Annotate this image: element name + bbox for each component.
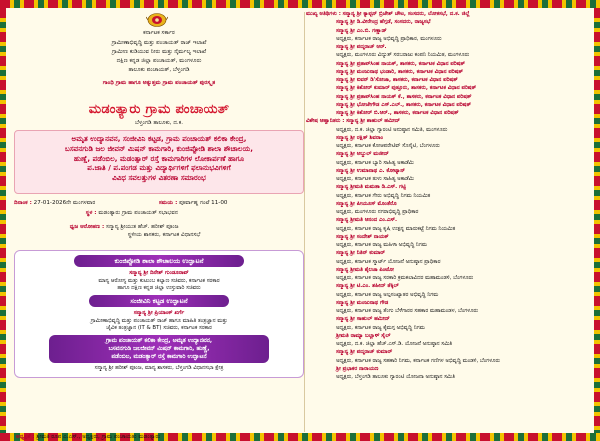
event-3-guest: ಸನ್ಮಾನ್ಯ ಶ್ರೀ ಹರೀಶ್ ಪೂಂಜ, ಮಾನ್ಯ ಶಾಸಕರು, ಬೆಳ್ತಂಗಡಿ ವಿಧಾನಸಭಾ ಕ್ಷೇತ್ರ [94, 365, 224, 371]
venue-value: ಮಡಂತ್ಯಾರು ಗ್ರಾಮ ಪಂಚಾಯತ್ ಸಭಾಭವನ [98, 210, 178, 216]
guest-line: ಸನ್ಮಾನ್ಯ ಶ್ರೀ ಮಂಜುನಾಥ ಗೌಡ [336, 299, 389, 306]
guest-role-line: ಅಧ್ಯಕ್ಷರು, ಕರ್ನಾಟಕ ಸ್ಮಾರ್ಟ್ ಯೋಜನೆ ಅನುಷ್ಠಾನ ಪ್ರಾಧಿಕಾರ [336, 258, 441, 265]
header-line-4: ದಕ್ಷಿಣ ಕನ್ನಡ ಜಿಲ್ಲಾ ಪಂಚಾಯತ್, ಮಂಗಳೂರು [116, 58, 202, 64]
guest-role-line: ಅಧ್ಯಕ್ಷರು, ಮಂಗಳೂರು ವಿದ್ಯುತ್ ಸರಬರಾಜು ಕಂಪನಿ ನಿಯಮಿತ, ಮಂಗಳೂರು [336, 52, 470, 59]
flag-row [14, 224, 179, 231]
guest-line: ಶ್ರೀ ಪ್ರಭಾಕರ ನಾರಾಯಣ [336, 365, 379, 372]
guest-line: ಸನ್ಮಾನ್ಯ ಶ್ರೀ ಪದ್ಮರಾಜ್ ಆರ್. [336, 44, 387, 50]
guest-role-line: ಅಧ್ಯಕ್ಷರು, ಕರ್ನಾಟಕ ರಾಜ್ಯ ಅಲ್ಪಸಂಖ್ಯಾತರ ಅಭಿವೃದ್ಧಿ ನಿಗಮ [336, 291, 439, 298]
guest-line: ಸನ್ಮಾನ್ಯ ಶ್ರೀ ಸಂದೇಶ್ ನಾಯಕ್ [336, 233, 389, 240]
flag-value: ಸನ್ಮಾನ್ಯ ಶ್ರೀಯುತ ಹೆಚ್. ಹರೀಶ್ ಪೂಂಜ [105, 224, 179, 230]
guest-role-line: ಅಧ್ಯಕ್ಷರು, ಕರ್ನಾಟಕ ರಾಜ್ಯ ಕೃಷಿ ಉತ್ಪನ್ನ ಮಾರುಕಟ್ಟೆ ನಿಗಮ ನಿಯಮಿತ [336, 225, 456, 232]
event-3-header-line: ಪಡೆಂಬಿಲ, ಮಡಂತ್ಯಾರ್ ರಸ್ತೆ ಕಾಮಗಾರಿ ಉದ್ಘಾಟನೆ [111, 354, 207, 360]
guest-line: ಸನ್ಮಾನ್ಯ ಶ್ರೀ ಪ್ರತಾಪ್‌ಸಿಂಹ ನಾಯಕ್, ಶಾಸಕರು, ಕರ್ನಾಟಕ ವಿಧಾನ ಪರಿಷತ್ [336, 60, 465, 67]
description-line: ವಿವಿಧ ಸವಲತ್ತುಗಳ ವಿತರಣಾ ಸಮಾರಂಭ [112, 173, 206, 183]
event-1-role-2: ಹಾಗೂ ದಕ್ಷಿಣ ಕನ್ನಡ ಜಿಲ್ಲಾ ಉಸ್ತುವಾರಿ ಸಚಿವರು [117, 285, 201, 291]
right-border [594, 8, 600, 433]
presidency-row [16, 434, 160, 441]
guest-line: ಸನ್ಮಾನ್ಯ ಶ್ರೀ ಭೋಜೇಗೌಡ ಎಸ್.ಎಲ್., ಶಾಸಕರು, ಕರ್ನಾಟಕ ವಿಧಾನ ಪರಿಷತ್ [336, 101, 471, 108]
guest-line: ಸನ್ಮಾನ್ಯ ಶ್ರೀ ಎಂ.ಬಿ. ಗಣ್ಣಾಡ್ [336, 27, 387, 34]
event-2-header: ಸಂಜೀವಿನಿ ಕಟ್ಟಡ ಉದ್ಘಾಟನೆ [89, 295, 229, 307]
guest-role-line: ಅಧ್ಯಕ್ಷರು, ಕರ್ನಾಟಕ ಗೇರು ಅಭಿವೃದ್ಧಿ ನಿಗಮ ನಿಯಮಿತ [336, 192, 431, 199]
header-award-line: ಗಾಂಧಿ ಗ್ರಾಮ ಹಾಗೂ ಅತ್ಯುತ್ತಮ ಗ್ರಾಮ ಪಂಚಾಯತ್ ಪುರಸ್ಕೃತ [102, 80, 216, 86]
venue-row [14, 210, 178, 217]
guests-column [306, 10, 592, 434]
guest-line: ಸನ್ಮಾನ್ಯ ಶ್ರೀ ಕಿಶೋರ್ ಕುಮಾರ್ ಪುತ್ತೂರು, ಶಾಸಕರು, ಕರ್ನಾಟಕ ವಿಧಾನ ಪರಿಷತ್ [336, 85, 477, 92]
guest-role-line: ಅಧ್ಯಕ್ಷರು, ಕರ್ನಾಟಕ ರಾಜ್ಯ ಸಹಕಾರಿ ನಿಗಮ, ಕರ್ನಾಟಕ ಗಣಿಗಳ ಅಭಿವೃದ್ಧಿ ಮಂಡಳಿ, ಬೆಂಗಳೂರು [336, 357, 501, 364]
venue-label: ಸ್ಥಳ : [85, 210, 97, 216]
event-1-header: ಕುಂಜಿಪ್ಪೋಡಿ ಶಾಲಾ ಶೌಚಾಲಯ ಉದ್ಘಾಟನೆ [74, 255, 244, 267]
guest-line: ಸನ್ಮಾನ್ಯ ಶ್ರೀ ಶಾಹುಲ್ ಹಮೀದ್ [346, 118, 400, 125]
guest-line: ಸನ್ಮಾನ್ಯ ಶ್ರೀಮತಿ ಆನಂದ ಎಂ.ಎಸ್. [336, 217, 398, 224]
header-line-3: ಗ್ರಾಮೀಣ ಕುಡಿಯುವ ನೀರು ಮತ್ತು ನೈರ್ಮಲ್ಯ ಇಲಾಖೆ [111, 49, 207, 55]
flag-role: ಸ್ಥಳೀಯ ಶಾಸಕರು, ಕರ್ನಾಟಕ ವಿಧಾನಸಭೆ [127, 232, 201, 238]
guest-role-line: ಅಧ್ಯಕ್ಷರು, ಕರ್ನಾಟಕ ರಾಜ್ಯ ಅಭಿವೃದ್ಧಿ ಪ್ರಾಧಿಕಾರ, ಮಂಗಳೂರು [336, 35, 442, 42]
description-line: ಹುಣ್ಣೆ, ಪಡೆಂಬಿಲ, ಮಡಂತ್ಯಾರ್ ರಸ್ತೆ ಕಾಮಗಾರಿಗಳ ಲೋಕಾರ್ಪಣೆ ಹಾಗೂ [73, 153, 245, 163]
event-3-header-line: ಬಸವನಗುಡಿ ಜಲಜೀವನ್ ಮಿಷನ್ ಕಾಮಗಾರಿ, ಹುಣ್ಣೆ, [108, 346, 210, 352]
guest-line: ಸನ್ಮಾನ್ಯ ಶ್ರೀ ನಿತಿನ್ ಕುಮಾರ್ [336, 250, 385, 257]
date-label: ದಿನಾಂಕ : [14, 200, 32, 206]
top-border [0, 0, 600, 8]
guest-role-line: ಅಧ್ಯಕ್ಷರು, ದ.ಕ. ಜಿಲ್ಲಾ ಹೆಚ್.ಎಸ್.ಡಿ. ಯೋಜನೆ ಅನುಷ್ಠಾನ ಸಮಿತಿ [336, 341, 453, 347]
guest-line: ಸನ್ಮಾನ್ಯ ಶ್ರೀ ಪೀಯೂಸ್ ಮೊಂತೆರೊ [336, 200, 397, 207]
special-invitees-label: ವಿಶೇಷ ಆಹ್ವಾನಿತರು : [306, 118, 345, 125]
guest-line: ಸನ್ಮಾನ್ಯ ಶ್ರೀ ಟಿ.ಎಂ. ಶಹೀದ್ ತೆಕ್ಕಿಲ್ [336, 283, 399, 290]
header-line-5: ತಾಲೂಕು ಪಂಚಾಯತ್, ಬೆಳ್ತಂಗಡಿ [128, 67, 190, 73]
guest-role-line: ಅಧ್ಯಕ್ಷರು, ಕರ್ನಾಟಕ ತುಳು ಸಾಹಿತ್ಯ ಅಕಾಡೆಮಿ [336, 176, 414, 182]
guest-line: ಸನ್ಮಾನ್ಯ ಶ್ರೀ ಪ್ರತಾಪ್‌ಸಿಂಹ ನಾಯಕ್ ಕೆ., ಶಾಸಕರು, ಕರ್ನಾಟಕ ವಿಧಾನ ಪರಿಷತ್ [336, 93, 472, 100]
event-2-role-2: ಜೈವಿಕ ತಂತ್ರಜ್ಞಾನ (IT & BT) ಸಚಿವರು, ಕರ್ನಾಟಕ ಸರಕಾರ [106, 325, 212, 331]
time-value: ಪೂರ್ವಾಹ್ನ ಗಂಟೆ 11-00 [179, 200, 228, 206]
chief-guests-heading [306, 10, 592, 18]
guest-role-line: ಅಧ್ಯಕ್ಷರು, ಕರ್ನಾಟಕ ರಾಜ್ಯ ತೆಂಗು ಬೆಳೆಗಾರರ ಸಹಕಾರ ಮಹಾಮಂಡಳ, ಬೆಂಗಳೂರು [336, 308, 479, 314]
taluk-subtitle: ಬೆಳ್ತಂಗಡಿ ತಾಲೂಕು, ದ.ಕ. [134, 120, 184, 126]
chief-guests-label: ಮುಖ್ಯ ಅತಿಥಿಗಳು : [306, 11, 341, 17]
guest-line: ಶ್ರೀಮತಿ ರಾಮ್ಯಾ ಬಲ್ಲಾಳ್ ಸೈಲ್ [336, 332, 391, 339]
guest-role-line: ಅಧ್ಯಕ್ಷರು, ಕರ್ನಾಟಕ ಕೋಆಪರೇಟಿವ್ ಸೊಸೈಟಿ, ಬೆಂಗಳೂರು [336, 143, 440, 149]
presidency-text: ಶ್ರೀಮತಿ ರೂಪ ಎ.ಎಸ್., ಅಧ್ಯಕ್ಷರು, ಗ್ರಾಮ ಪಂಚಾಯತು ಮಡಂತ್ಯಾರು [36, 434, 161, 440]
flag-role-row [14, 232, 200, 239]
inauguration-events-box [14, 250, 304, 378]
event-3-header [49, 335, 269, 363]
date-time-row [14, 200, 227, 207]
event-1-role: ಮಾನ್ಯ ಆರೋಗ್ಯ ಮತ್ತು ಕುಟುಂಬ ಕಲ್ಯಾಣ ಸಚಿವರು, ಕರ್ನಾಟಕ ಸರಕಾರ [98, 278, 220, 284]
guest-line: ಸನ್ಮಾನ್ಯ ಶ್ರೀ ಡಿ.ವೀರೇಂದ್ರ ಹೆಗ್ಗಡೆ, ಸಂಸದರು, ರಾಜ್ಯಸಭೆ [336, 19, 431, 26]
description-line: ಅಮೃತ ಉದ್ಯಾನವನ, ಸಂಜೀವಿನಿ ಕಟ್ಟಡ, ಗ್ರಾಮ ಪಂಚಾಯತ್ ಕಲಿಕಾ ಕೇಂದ್ರ, [71, 134, 247, 143]
event-description-box [14, 130, 304, 194]
date-value: 27-01-2026ನೇ ಮಂಗಳವಾರ [33, 200, 96, 206]
guest-line: ಸನ್ಮಾನ್ಯ ಶ್ರೀಮತಿ ಮಮತಾ ಡಿ.ಎಸ್. ಗಟ್ಟಿ [336, 184, 406, 191]
guest-line: ಸನ್ಮಾನ್ಯ ಶ್ರೀ ಉಮಾನಾಥ ಎ. ಕೋಟ್ಯಾನ್ [336, 167, 405, 174]
header-line-2: ಗ್ರಾಮೀಣಾಭಿವೃದ್ಧಿ ಮತ್ತು ಪಂಚಾಯತ್ ರಾಜ್ ಇಲಾಖೆ [111, 40, 207, 46]
guest-line: ಸನ್ಮಾನ್ಯ ಶ್ರೀ ಮಂಜುನಾಥ ಭಂಡಾರಿ, ಶಾಸಕರು, ಕರ್ನಾಟಕ ವಿಧಾನ ಪರಿಷತ್ [336, 68, 463, 75]
guest-role-line: ಅಧ್ಯಕ್ಷರು, ಕರ್ನಾಟಕ ಬ್ಯಾರಿ ಸಾಹಿತ್ಯ ಅಕಾಡೆಮಿ [336, 159, 414, 166]
guest-role-line: ಅಧ್ಯಕ್ಷರು, ಕರ್ನಾಟಕ ರಾಜ್ಯ ಕೈಮಗ್ಗ ಅಭಿವೃದ್ಧಿ ನಿಗಮ [336, 324, 425, 331]
left-column [10, 10, 308, 440]
guest-role-line: ಅಧ್ಯಕ್ಷರು, ಕರ್ನಾಟಕ ರಾಜ್ಯ ಮಹಿಳಾ ಅಭಿವೃದ್ಧಿ ನಿಗಮ [336, 242, 427, 248]
guest-role-line: ಅಧ್ಯಕ್ಷರು, ಬೆಳ್ತಂಗಡಿ ತಾಲೂಕು ಗ್ಯಾರಂಟಿ ಯೋಜನಾ ಅನುಷ್ಠಾನ ಸಮಿತಿ [336, 374, 455, 380]
guest-line: ಸನ್ಮಾನ್ಯ ಶ್ರೀಮತಿ ಶೈಲಜಾ ಪಿಂಟೋ [336, 266, 394, 273]
description-line: ಪ.ಜಾತಿ / ಪ.ಪಂಗಡ ಮತ್ತು ವಿದ್ಯಾರ್ಥಿಗಳಿಗೆ ಫಲಾನುಭವಿಗಳಿಗೆ [87, 163, 231, 173]
guest-line: ಸನ್ಮಾನ್ಯ ಶ್ರೀ ರಕ್ಷಿತ್ ಶಿವರಾಂ [336, 134, 383, 141]
flag-label: ಧ್ವಜ ಆರೋಹಣ : [69, 224, 105, 230]
event-2-role: ಗ್ರಾಮೀಣಾಭಿವೃದ್ಧಿ ಮತ್ತು ಪಂಚಾಯತ್ ರಾಜ್ ಹಾಗೂ ಮಾಹಿತಿ ತಂತ್ರಜ್ಞಾನ ಮತ್ತು [90, 318, 228, 324]
event-1-guest: ಸನ್ಮಾನ್ಯ ಶ್ರೀ ದಿನೇಶ್ ಗುಂಡೂರಾವ್ [129, 270, 189, 276]
description-line: ಬಸವನಗುಡಿ ಜಲ ಜೀವನ್ ಮಿಷನ್ ಕಾಮಗಾರಿ, ಕುಂಜಿಪ್ಪೋಡಿ ಶಾಲಾ ಶೌಚಾಲಯ, [64, 143, 253, 153]
guest-role-line: ಅಧ್ಯಕ್ಷರು, ಕರ್ನಾಟಕ ರಾಜ್ಯ ಸರಕಾರಿ ಕ್ರಮಕಲಾವಿದರ ಮಹಾಮಂಡಳಿ, ಬೆಂಗಳೂರು [336, 275, 474, 281]
page-title: ಮಡಂತ್ಯಾರು ಗ್ರಾಮ ಪಂಚಾಯತ್ [88, 102, 230, 117]
presidency-label: ಅಧ್ಯಕ್ಷತೆ : [16, 434, 35, 440]
government-emblem-icon [146, 12, 168, 28]
guest-line: ಸನ್ಮಾನ್ಯ ಶ್ರೀ ಕಿಶೋರ್ ಬಿ.ಆರ್., ಶಾಸಕರು, ಕರ್ನಾಟಕ ವಿಧಾನ ಪರಿಷತ್ [336, 110, 459, 116]
left-border [0, 8, 6, 433]
special-invitees-heading [306, 117, 592, 125]
guest-role-line: ಅಧ್ಯಕ್ಷರು, ದ.ಕ. ಜಿಲ್ಲಾ ಗ್ಯಾರಂಟಿ ಅನುಷ್ಠಾನ ಸಮಿತಿ, ಮಂಗಳೂರು [336, 126, 448, 133]
guest-line: ಸನ್ಮಾನ್ಯ ಶ್ರೀ ಪದ್ಮರಾಜ್ ಕುಮಾರ್ [336, 349, 393, 356]
guest-role-line: ಅಧ್ಯಕ್ಷರು, ಮಂಗಳೂರು ನಗರಾಭಿವೃದ್ಧಿ ಪ್ರಾಧಿಕಾರ [336, 209, 419, 215]
header-line-1: ಕರ್ನಾಟಕ ಸರ್ಕಾರ [143, 30, 175, 36]
event-2-guest: ಸನ್ಮಾನ್ಯ ಶ್ರೀ ಪ್ರಿಯಾಂಕ್ ಖರ್ಗೆ [133, 310, 185, 316]
guest-line: ಸನ್ಮಾನ್ಯ ಶ್ರೀ ಸಾಹುಲ್ ಹಮೀದ್ [336, 316, 390, 323]
guest-line: ಸನ್ಮಾನ್ಯ ಶ್ರೀ ಕ್ಯಾಪ್ಟನ್ ಬ್ರಿಜೇಶ್ ಚೌಟ, ಸಂಸದರು, ಲೋಕಸಭೆ, ದ.ಕ. ಜಿಲ್ಲೆ [342, 11, 470, 17]
event-3-header-line: ಗ್ರಾಮ ಪಂಚಾಯತ್ ಕಲಿಕಾ ಕೇಂದ್ರ, ಅಮೃತ ಉದ್ಯಾನವನ, [105, 338, 213, 344]
guest-line: ಸನ್ಮಾನ್ಯ ಶ್ರೀ ಅಬ್ದುಲ್ ಮಜೀದ್ [336, 151, 389, 158]
guest-line: ಸನ್ಮಾನ್ಯ ಶ್ರೀ ಐವನ್ ಡಿ'ಸೋಜಾ, ಶಾಸಕರು, ಕರ್ನಾಟಕ ವಿಧಾನ ಪರಿಷತ್ [336, 77, 458, 83]
time-label: ಸಮಯ : [158, 200, 178, 206]
